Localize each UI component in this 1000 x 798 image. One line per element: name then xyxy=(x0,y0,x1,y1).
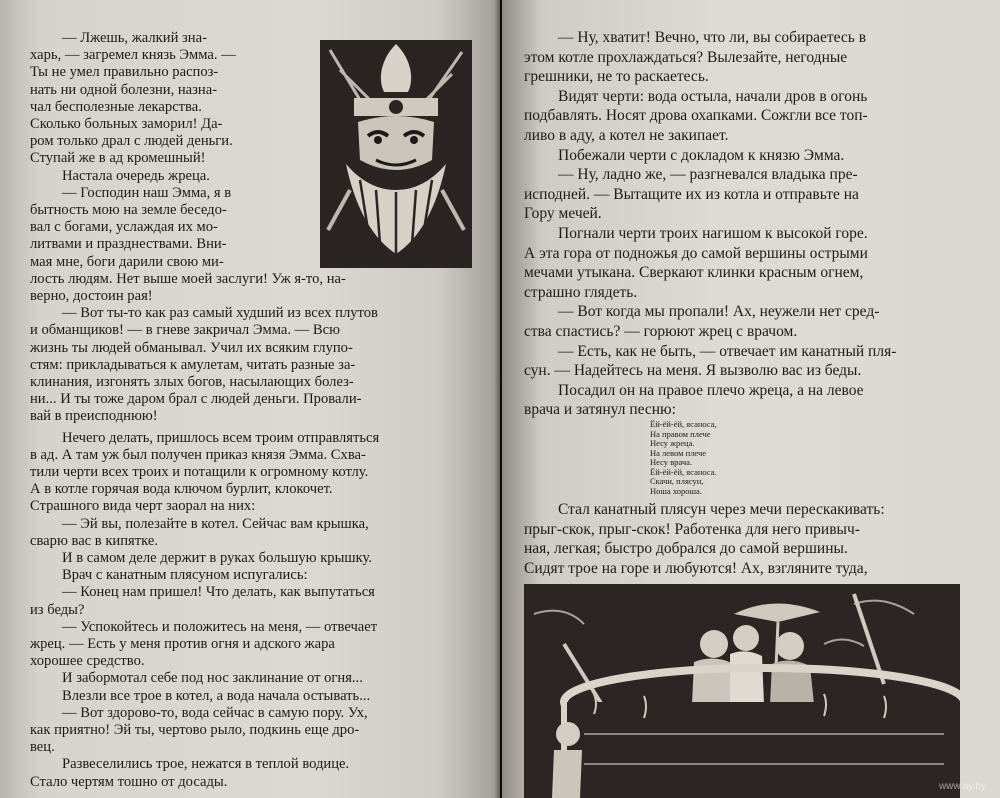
text-line: — Есть, как не быть, — отвечает им канатный пля- xyxy=(558,342,897,360)
text-line: ни... И ты тоже даром брал с людей деньги. Провали- xyxy=(30,391,362,408)
text-line: бытность мою на земле беседо- xyxy=(30,202,227,218)
text-line: и обманщиков! — в гневе закричал Эмма. — Всю xyxy=(30,322,340,339)
text-line: Погнали черти троих нагишом к высокой горе. xyxy=(558,225,868,242)
text-line: мечами утыкана. Сверкают клинки красным огнем, xyxy=(524,264,864,282)
text-line: Сколько больных заморил! Да- xyxy=(30,116,223,132)
text-line: — Конец нам пришел! Что делать, как выпутаться xyxy=(62,584,375,601)
text-line: — Успокойтесь и положитесь на меня, — отвечает xyxy=(62,618,378,635)
text-line: харь, — загремел князь Эмма. — xyxy=(30,47,236,64)
text-line: этом котле прохлаждаться? Вылезайте, негодные xyxy=(524,48,848,66)
verse-line: Ёй-ёй-ёй, ясаноса, xyxy=(650,419,717,429)
text-line: ром только драл с людей деньги. xyxy=(30,133,233,150)
text-line: Страшного вида черт заорал на них: xyxy=(30,498,256,515)
text-line: вал с богами, услаждая их мо- xyxy=(30,219,218,236)
text-line: вай в преисподнюю! xyxy=(30,408,158,425)
text-line: тили черти всех троих и потащили к огромному котлу. xyxy=(30,464,369,480)
text-line: Развеселились трое, нежатся в теплой водице. xyxy=(62,756,350,773)
watermark: www.ay.by xyxy=(938,781,986,792)
text-line: исподней. — Вытащите их из котла и отправьте на xyxy=(524,185,859,203)
verse-line: Ноша хороша. xyxy=(650,485,702,496)
text-line: подбавлять. Носят дрова охапками. Сожгли все топ- xyxy=(524,107,868,125)
text-line: ная, легкая; быстро добрался до самой вершины. xyxy=(524,540,848,558)
text-line: И в самом деле держит в руках большую крышку. xyxy=(62,550,373,566)
text-line: — Эй вы, полезайте в котел. Сейчас вам крышка, xyxy=(62,515,369,532)
text-line: — Ну, хватит! Вечно, что ли, вы собираетесь в xyxy=(558,29,867,46)
text-line: врача и затянул песню: xyxy=(524,401,676,419)
text-line: жизнь ты людей обманывал. Учил их всяким глупо- xyxy=(30,339,353,356)
text-line: Ступай же в ад кромешный! xyxy=(30,150,206,167)
text-line: жрец. — Есть у меня против огня и адского жара xyxy=(30,636,335,652)
text-line: И забормотал себе под нос заклинание от огня... xyxy=(62,670,363,687)
text-line: Нечего делать, пришлось всем троим отправляться xyxy=(62,429,380,446)
verse-line: Несу жреца. xyxy=(650,438,695,448)
text-line: сварю вас в кипятке. xyxy=(30,532,158,549)
text-line: мая мне, боги дарили свою ми- xyxy=(30,253,224,270)
text-line: как приятно! Эй ты, чертово рыло, подкинь еще дро- xyxy=(30,722,360,738)
text-line: — Господин наш Эмма, я в xyxy=(62,184,232,201)
text-line: ливо в аду, а котел не закипает. xyxy=(524,127,729,144)
text-line: клинания, изгонять злых богов, насылающих болез- xyxy=(30,374,354,390)
verse-line: Ёй-ёй-ёй, ясаноса. xyxy=(650,466,717,477)
text-line: чал бесполезные лекарства. xyxy=(30,98,202,115)
verse-line: Несу врача. xyxy=(650,457,693,467)
text-line: нать ни одной болезни, назна- xyxy=(30,81,218,98)
text-line: Сидят трое на горе и любуются! Ах, взгляните туда, xyxy=(524,559,868,577)
text-line: Ты не умел правильно распоз- xyxy=(30,64,219,81)
text-line: лость людям. Нет выше моей заслуги! Уж я-то, на- xyxy=(30,270,346,287)
verse-line: На правом плече xyxy=(650,428,711,439)
text-line: хорошее средство. xyxy=(30,653,145,670)
text-line: — Вот здорово-то, вода сейчас в самую пору. Ух, xyxy=(62,704,368,721)
text-line: стям: прикладываться к амулетам, читать разные за- xyxy=(30,356,356,373)
verse-line: На левом плече xyxy=(650,447,706,458)
text-line: Побежали черти с докладом к князю Эмма. xyxy=(558,146,845,164)
text-line: Гору мечей. xyxy=(524,205,602,223)
text-line: прыг-скок, прыг-скок! Работенка для него привыч- xyxy=(524,520,860,538)
right-page xyxy=(502,0,1000,798)
text-line: Настала очередь жреца. xyxy=(62,167,210,184)
text-line: в ад. А там уж был получен приказ князя Эмма. Схва- xyxy=(30,446,366,463)
text-line: — Вот ты-то как раз самый худший из всех плутов xyxy=(62,305,378,322)
text-line: А эта гора от подножья до самой вершины острыми xyxy=(524,244,868,262)
text-line: — Вот когда мы пропали! Ах, неужели нет сред- xyxy=(558,303,880,321)
cauldron-illustration xyxy=(524,584,960,798)
text-line: Видят черти: вода остыла, начали дров в огонь xyxy=(558,87,868,105)
text-line: А в котле горячая вода ключом бурлит, клокочет. xyxy=(30,481,333,498)
text-line: — Ну, ладно же, — разгневался владыка пре- xyxy=(558,166,858,184)
text-line: Стало чертям тошно от досады. xyxy=(30,773,228,790)
text-line: грешники, не то раскаетесь. xyxy=(524,68,709,86)
text-line: — Лжешь, жалкий зна- xyxy=(62,30,207,46)
text-line: сун. — Надейтесь на меня. Я вызволю вас из беды. xyxy=(524,362,862,380)
verse-line: Скачи, плясун, xyxy=(650,476,704,486)
text-line: Стал канатный плясун через мечи перескакивать: xyxy=(558,501,885,518)
text-line: Врач с канатным плясуном испугались: xyxy=(62,567,308,584)
text-line: Влезли все трое в котел, а вода начала остывать... xyxy=(62,687,371,704)
text-line: страшно глядеть. xyxy=(524,283,638,301)
text-line: литвами и празднествами. Вни- xyxy=(30,236,227,253)
emma-portrait-illustration xyxy=(320,40,472,268)
text-line: ства спастись? — горюют жрец с врачом. xyxy=(524,323,798,340)
text-line: вец. xyxy=(30,739,55,756)
text-line: верно, достоин рая! xyxy=(30,288,153,304)
text-line: из беды? xyxy=(30,601,85,618)
text-line: Посадил он на правое плечо жреца, а на левое xyxy=(558,381,864,399)
